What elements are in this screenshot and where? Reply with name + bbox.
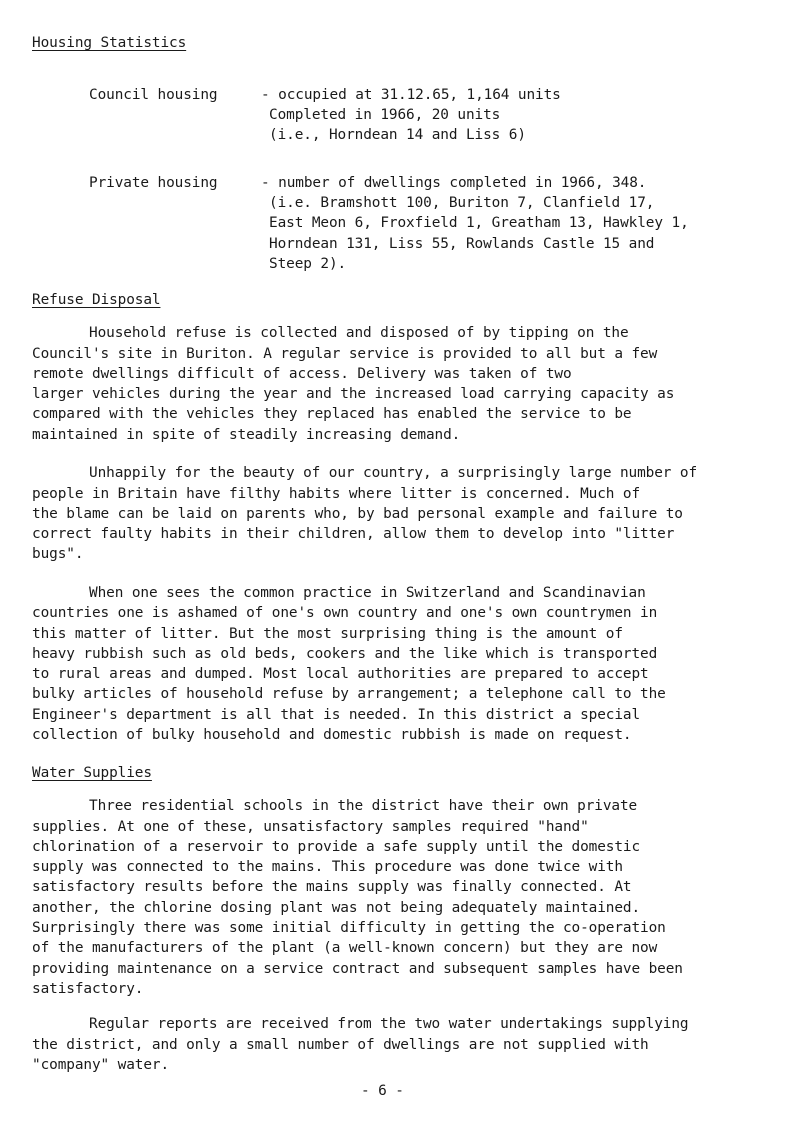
text-line: bulky articles of household refuse by arrangement; a telephone call to the [32, 686, 666, 702]
text-line: Engineer's department is all that is needed. In this district a special [32, 707, 641, 723]
text-line: the blame can be laid on parents who, by bad personal example and failure to [32, 506, 683, 522]
text-line: satisfactory. [32, 981, 144, 997]
text-line: the district, and only a small number of dwellings are not supplied with [32, 1037, 649, 1053]
council-housing-line: (i.e., Horndean 14 and Liss 6) [269, 127, 526, 143]
text-line: Unhappily for the beauty of our country, a surprisingly large number of [89, 465, 698, 481]
text-line: maintained in spite of steadily increasing demand. [32, 427, 461, 443]
private-housing-line: Horndean 131, Liss 55, Rowlands Castle 15 and [269, 236, 655, 252]
text-line: Regular reports are received from the two water undertakings supplying [89, 1016, 689, 1032]
private-housing-line: - number of dwellings completed in 1966, 348. [261, 175, 647, 191]
text-line: When one sees the common practice in Switzerland and Scandinavian [89, 585, 646, 601]
text-line: satisfactory results before the mains supply was finally connected. At [32, 879, 632, 895]
private-housing-label: Private housing [89, 175, 218, 191]
text-line: providing maintenance on a service contract and subsequent samples have been [32, 961, 683, 977]
page-number: - 6 - [361, 1083, 404, 1099]
text-line: Household refuse is collected and disposed of by tipping on the [89, 325, 629, 341]
text-line: Council's site in Buriton. A regular service is provided to all but a few [32, 346, 658, 362]
text-line: larger vehicles during the year and the increased load carrying capacity as [32, 386, 675, 402]
text-line: compared with the vehicles they replaced has enabled the service to be [32, 406, 632, 422]
text-line: to rural areas and dumped. Most local authorities are prepared to accept [32, 666, 649, 682]
text-line: supply was connected to the mains. This procedure was done twice with [32, 859, 623, 875]
text-line: this matter of litter. But the most surprising thing is the amount of [32, 626, 623, 642]
text-line: people in Britain have filthy habits where litter is concerned. Much of [32, 486, 641, 502]
text-line: Three residential schools in the district have their own private [89, 798, 638, 814]
text-line: supplies. At one of these, unsatisfactory samples required "hand" [32, 819, 589, 835]
text-line: bugs". [32, 546, 84, 562]
text-line: collection of bulky household and domestic rubbish is made on request. [32, 727, 632, 743]
council-housing-line: Completed in 1966, 20 units [269, 107, 501, 123]
text-line: remote dwellings difficult of access. Delivery was taken of two [32, 366, 572, 382]
text-line: heavy rubbish such as old beds, cookers and the like which is transported [32, 646, 658, 662]
text-line: "company" water. [32, 1057, 170, 1073]
private-housing-line: (i.e. Bramshott 100, Buriton 7, Clanfield 17, [269, 195, 655, 211]
text-line: another, the chlorine dosing plant was not being adequately maintained. [32, 900, 641, 916]
council-housing-line: - occupied at 31.12.65, 1,164 units [261, 87, 561, 103]
private-housing-line: East Meon 6, Froxfield 1, Greatham 13, Hawkley 1, [269, 215, 689, 231]
council-housing-label: Council housing [89, 87, 218, 103]
text-line: of the manufacturers of the plant (a well-known concern) but they are now [32, 940, 658, 956]
text-line: countries one is ashamed of one's own country and one's own countrymen in [32, 605, 658, 621]
text-line: Surprisingly there was some initial difficulty in getting the co-operation [32, 920, 666, 936]
housing-statistics-heading: Housing Statistics [32, 35, 187, 51]
refuse-disposal-heading: Refuse Disposal [32, 292, 161, 308]
text-line: chlorination of a reservoir to provide a safe supply until the domestic [32, 839, 641, 855]
text-line: correct faulty habits in their children, allow them to develop into "litter [32, 526, 675, 542]
private-housing-line: Steep 2). [269, 256, 347, 272]
water-supplies-heading: Water Supplies [32, 765, 152, 781]
